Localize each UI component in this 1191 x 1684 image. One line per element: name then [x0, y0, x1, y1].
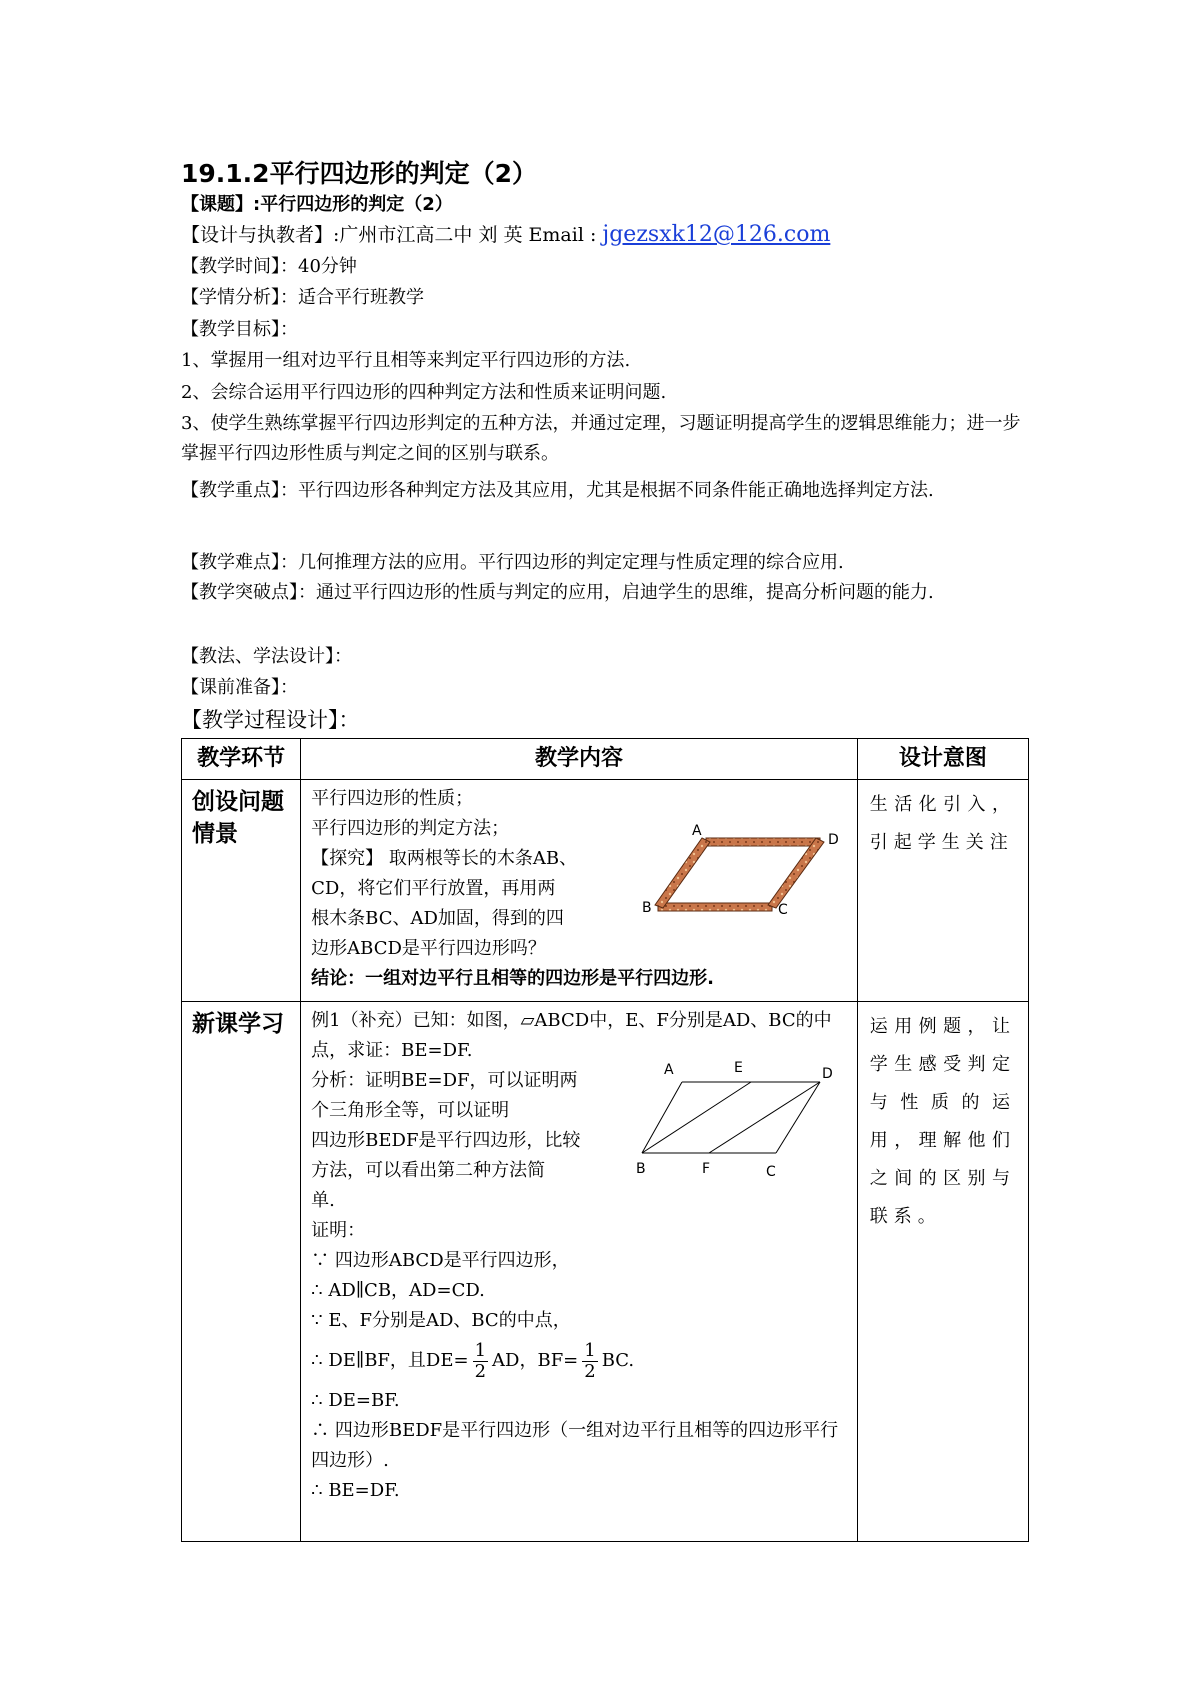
row1-content [301, 780, 857, 998]
fraction-half: $\frac{1}{2}$ [474, 1339, 487, 1382]
method-label: 【教法、学法设计】： [181, 646, 352, 667]
wood-bar-ad [706, 838, 820, 846]
label-d: D [822, 1066, 833, 1082]
header-section: 教学环节 [182, 739, 301, 780]
key-label: 【教学重点】 [181, 480, 280, 501]
text-line: 平行四边形的判定方法； [311, 818, 510, 839]
parallelogram-bedf-figure [636, 1060, 851, 1178]
text-line: 根木条BC、AD加固，得到的四 [311, 908, 564, 929]
difficulty-value: ：几何推理方法的应用。平行四边形的判定定理与性质定理的综合应用. [280, 552, 844, 573]
goals-label: 【教学目标】： [181, 319, 298, 340]
segment-fd [709, 1082, 820, 1153]
text-line: 平行四边形的性质； [311, 788, 474, 809]
label-c: C [766, 1164, 776, 1178]
time-line [181, 255, 357, 279]
proof4-b: AD，BF= [492, 1350, 579, 1371]
time-label: 【教学时间】 [181, 256, 280, 277]
text-line: 分析：证明BE=DF，可以证明两 [311, 1070, 578, 1091]
designer-line [181, 223, 830, 247]
process-table [181, 738, 1029, 1542]
proof-line-fractions [311, 1336, 847, 1386]
breakthrough-line [181, 578, 1021, 608]
prep-label: 【课前准备】： [181, 677, 298, 698]
section-label: 新课学习 [192, 1011, 284, 1037]
analysis-label: 【学情分析】 [181, 287, 280, 308]
wood-bar-cd [768, 838, 824, 908]
table-row [182, 780, 1029, 1002]
key-value: ：平行四边形各种判定方法及其应用，尤其是根据不同条件能正确地选择判定方法. [280, 480, 934, 501]
side-dc [776, 1082, 820, 1153]
topic-line [181, 193, 453, 217]
row2-content [301, 1002, 857, 1510]
topic-label: 【课题】 [181, 194, 253, 215]
table-header-row [182, 739, 1029, 780]
wooden-parallelogram-figure [636, 820, 851, 920]
label-f: F [702, 1161, 711, 1177]
designer-label: 【设计与执教者】 [181, 224, 334, 246]
designer-value: :广州市江高二中 刘 英 Email : [333, 224, 603, 246]
goal-2: 2、会综合运用平行四边形的四种判定方法和性质来证明问题. [181, 382, 667, 403]
segment-be [642, 1082, 751, 1153]
conclusion: 结论：一组对边平行且相等的四边形是平行四边形. [311, 968, 714, 989]
example-text: 例1（补充）已知：如图，▱ABCD中，E、F分别是AD、BC的中点，求证：BE=DF. [311, 1010, 832, 1061]
header-intent: 设计意图 [857, 739, 1028, 780]
breakthrough-value: ：通过平行四边形的性质与判定的应用，启迪学生的思维，提高分析问题的能力. [298, 582, 934, 603]
time-value: ：40分钟 [280, 256, 357, 277]
side-ba [642, 1082, 682, 1153]
label-d: D [828, 832, 839, 848]
fraction-half: $\frac{1}{2}$ [584, 1339, 596, 1382]
row1-intent: 生活化引入，引起学生关注 [869, 794, 1016, 853]
text-line: 边形ABCD是平行四边形吗？ [311, 938, 546, 959]
process-label: 【教学过程设计】： [181, 708, 360, 732]
proof4-a: ∴ DE∥BF，且DE= [311, 1350, 469, 1371]
label-c: C [778, 902, 788, 918]
text-line: 单. [311, 1190, 335, 1211]
proof-line: ∴ AD∥CB，AD=CD. [311, 1280, 485, 1301]
proof-line: ∴ DE=BF. [311, 1390, 400, 1411]
label-a: A [664, 1062, 674, 1078]
key-points [181, 471, 1021, 511]
proof-line: ∴ 四边形BEDF是平行四边形（一组对边平行且相等的四边形平行四边形）. [311, 1420, 839, 1471]
goal-3: 3、使学生熟练掌握平行四边形判定的五种方法，并通过定理，习题证明提高学生的逻辑思维能力；进一步掌握平行四边形性质与判定之间的区别与联系。 [181, 413, 1021, 464]
wood-bar-bc [658, 903, 772, 911]
table-row [182, 1002, 1029, 1542]
difficulty-label: 【教学难点】 [181, 552, 280, 573]
text-line: 四边形BEDF是平行四边形，比较 [311, 1130, 581, 1151]
proof-title: 证明： [311, 1220, 366, 1241]
label-a: A [692, 823, 702, 839]
breakthrough-label: 【教学突破点】 [181, 582, 298, 603]
analysis-line [181, 286, 424, 310]
proof-line: ∵ E、F分别是AD、BC的中点， [311, 1310, 571, 1331]
text-line: 个三角形全等，可以证明 [311, 1100, 510, 1121]
email-link[interactable]: jgezsxk12@126.com [602, 222, 831, 247]
difficulty-line [181, 551, 844, 575]
label-b: B [636, 1161, 646, 1177]
analysis-value: ：适合平行班教学 [280, 287, 424, 308]
proof-line: ∴ BE=DF. [311, 1480, 400, 1501]
topic-value: :平行四边形的判定（2） [253, 194, 453, 215]
page-title: 19.1.2平行四边形的判定（2） [181, 159, 537, 188]
section-label: 创设问题情景 [192, 789, 284, 847]
goal-1: 1、掌握用一组对边平行且相等来判定平行四边形的方法. [181, 350, 631, 371]
label-b: B [642, 900, 652, 916]
wood-bar-ab [655, 838, 710, 908]
header-content: 教学内容 [301, 739, 858, 780]
text-line: 方法，可以看出第二种方法简 [311, 1160, 546, 1181]
proof-line: ∵ 四边形ABCD是平行四边形， [311, 1250, 570, 1271]
text-line: 【探究】 取两根等长的木条AB、 [311, 848, 578, 869]
proof4-c: BC. [601, 1350, 635, 1371]
row2-intent: 运用例题，让学生感受判定与性质的运用，理解他们之间的区别与联系。 [869, 1016, 1016, 1227]
text-line: CD，将它们平行放置，再用两 [311, 878, 556, 899]
label-e: E [734, 1060, 743, 1076]
